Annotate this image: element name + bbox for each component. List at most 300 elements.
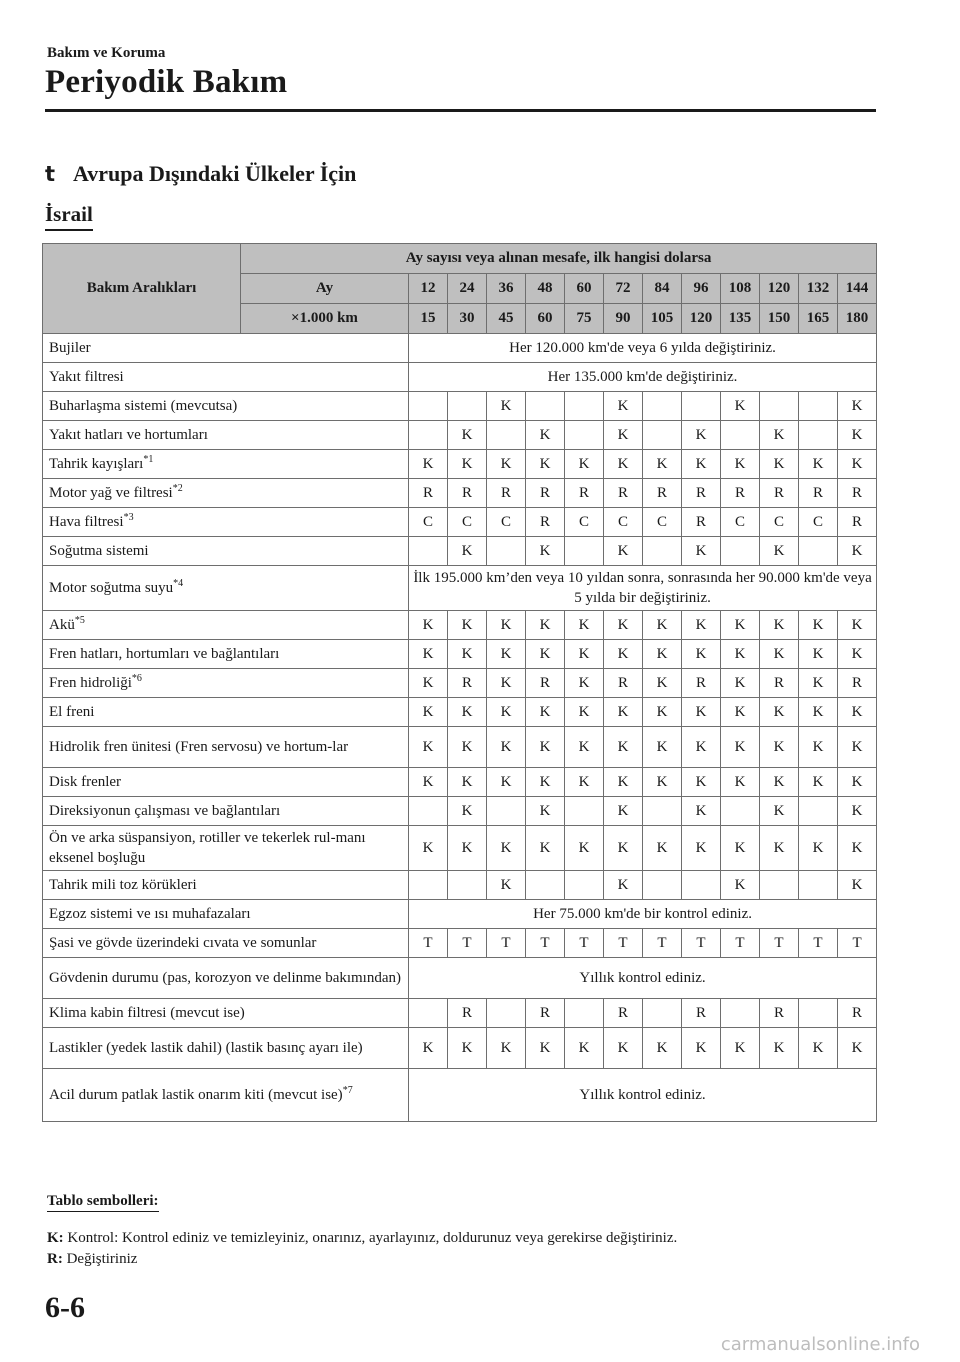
footnote-marker: *1 bbox=[143, 454, 154, 465]
schedule-cell: K bbox=[487, 450, 526, 479]
schedule-cell bbox=[799, 392, 838, 421]
schedule-cell: K bbox=[526, 797, 565, 826]
km-column-header: 90 bbox=[604, 304, 643, 334]
schedule-cell: R bbox=[604, 479, 643, 508]
maintenance-item-label: Direksiyonun çalışması ve bağlantıları bbox=[49, 803, 281, 819]
maintenance-item-label: Acil durum patlak lastik onarım kiti (mevcut ise) bbox=[49, 1087, 343, 1103]
maintenance-item-label: Tahrik mili toz körükleri bbox=[49, 877, 197, 893]
schedule-cell bbox=[643, 871, 682, 900]
schedule-cell: T bbox=[643, 929, 682, 958]
maintenance-item bbox=[43, 566, 409, 611]
schedule-cell: K bbox=[565, 669, 604, 698]
schedule-cell: K bbox=[682, 698, 721, 727]
legend-key: K: bbox=[47, 1230, 64, 1246]
schedule-cell: K bbox=[604, 1028, 643, 1069]
month-column-header: 96 bbox=[682, 274, 721, 304]
schedule-cell bbox=[565, 392, 604, 421]
maintenance-item bbox=[43, 392, 409, 421]
watermark: carmanualsonline.info bbox=[720, 1334, 920, 1355]
schedule-cell: R bbox=[682, 669, 721, 698]
km-label: ×1.000 km bbox=[241, 304, 409, 334]
maintenance-item-label: Gövdenin durumu (pas, korozyon ve delinme bakımından) bbox=[49, 970, 402, 986]
maintenance-item-label: Fren hidroliği bbox=[49, 675, 132, 691]
schedule-cell bbox=[682, 392, 721, 421]
schedule-cell bbox=[565, 871, 604, 900]
schedule-cell: R bbox=[448, 479, 487, 508]
table-row bbox=[43, 797, 877, 826]
schedule-cell bbox=[565, 999, 604, 1028]
legend-item-k bbox=[47, 1230, 677, 1247]
page-number: 6-6 bbox=[45, 1291, 85, 1324]
schedule-cell: K bbox=[448, 727, 487, 768]
schedule-cell: R bbox=[838, 479, 877, 508]
schedule-cell: K bbox=[799, 640, 838, 669]
schedule-cell: K bbox=[721, 698, 760, 727]
table-row bbox=[43, 900, 877, 929]
maintenance-item-label: Motor soğutma suyu bbox=[49, 580, 174, 596]
maintenance-item bbox=[43, 1028, 409, 1069]
schedule-cell: K bbox=[799, 611, 838, 640]
schedule-cell: K bbox=[487, 768, 526, 797]
schedule-cell: K bbox=[799, 698, 838, 727]
maintenance-item-label: Motor yağ ve filtresi bbox=[49, 485, 173, 501]
maintenance-item bbox=[43, 537, 409, 566]
schedule-cell: K bbox=[760, 1028, 799, 1069]
maintenance-item-label: Bujiler bbox=[49, 340, 91, 356]
maintenance-item-label: Klima kabin filtresi (mevcut ise) bbox=[49, 1005, 245, 1021]
schedule-cell: K bbox=[799, 768, 838, 797]
interval-instruction: Her 75.000 km'de bir kontrol ediniz. bbox=[409, 900, 877, 929]
schedule-cell bbox=[760, 392, 799, 421]
schedule-cell bbox=[643, 999, 682, 1028]
km-column-header: 150 bbox=[760, 304, 799, 334]
schedule-cell: K bbox=[643, 826, 682, 871]
schedule-cell: K bbox=[565, 611, 604, 640]
maintenance-item bbox=[43, 826, 409, 871]
schedule-cell: K bbox=[682, 640, 721, 669]
interval-instruction: Yıllık kontrol ediniz. bbox=[409, 1069, 877, 1122]
schedule-cell: K bbox=[682, 727, 721, 768]
schedule-cell: C bbox=[721, 508, 760, 537]
schedule-cell bbox=[799, 537, 838, 566]
schedule-cell: K bbox=[643, 727, 682, 768]
table-row bbox=[43, 537, 877, 566]
schedule-cell bbox=[799, 797, 838, 826]
schedule-cell bbox=[565, 797, 604, 826]
schedule-cell: K bbox=[409, 1028, 448, 1069]
schedule-cell: K bbox=[838, 640, 877, 669]
schedule-cell: K bbox=[448, 421, 487, 450]
schedule-cell: K bbox=[643, 698, 682, 727]
schedule-cell bbox=[409, 999, 448, 1028]
schedule-cell: K bbox=[838, 826, 877, 871]
schedule-cell: C bbox=[604, 508, 643, 537]
schedule-cell: R bbox=[565, 479, 604, 508]
maintenance-item bbox=[43, 334, 409, 363]
table-row bbox=[43, 768, 877, 797]
schedule-cell bbox=[409, 871, 448, 900]
km-column-header: 75 bbox=[565, 304, 604, 334]
schedule-cell: K bbox=[721, 640, 760, 669]
schedule-cell: K bbox=[799, 826, 838, 871]
schedule-cell bbox=[721, 537, 760, 566]
maintenance-item-label: Yakıt filtresi bbox=[49, 369, 124, 385]
schedule-cell: K bbox=[487, 727, 526, 768]
section-bullet-icon: t bbox=[45, 162, 56, 186]
table-row bbox=[43, 999, 877, 1028]
schedule-cell: K bbox=[838, 392, 877, 421]
schedule-cell: K bbox=[526, 640, 565, 669]
schedule-cell: K bbox=[760, 727, 799, 768]
schedule-cell: K bbox=[448, 768, 487, 797]
maintenance-item-label: Yakıt hatları ve hortumları bbox=[49, 427, 208, 443]
schedule-cell: K bbox=[760, 698, 799, 727]
legend-item-r bbox=[47, 1251, 137, 1268]
maintenance-item bbox=[43, 421, 409, 450]
month-column-header: 36 bbox=[487, 274, 526, 304]
legend-title: Tablo sembolleri: bbox=[47, 1193, 159, 1212]
table-row bbox=[43, 1069, 877, 1122]
chapter-label: Bakım ve Koruma bbox=[47, 45, 166, 61]
month-column-header: 48 bbox=[526, 274, 565, 304]
schedule-cell: C bbox=[799, 508, 838, 537]
maintenance-item bbox=[43, 450, 409, 479]
maintenance-item-label: Buharlaşma sistemi (mevcutsa) bbox=[49, 398, 238, 414]
schedule-cell: K bbox=[487, 871, 526, 900]
schedule-cell: T bbox=[526, 929, 565, 958]
maintenance-item-label: Hava filtresi bbox=[49, 514, 124, 530]
schedule-cell: K bbox=[409, 768, 448, 797]
maintenance-item-label: Soğutma sistemi bbox=[49, 543, 149, 559]
maintenance-item-label: Lastikler (yedek lastik dahil) (lastik basınç ayarı ile) bbox=[49, 1040, 363, 1056]
schedule-cell: R bbox=[838, 669, 877, 698]
footnote-marker: *7 bbox=[342, 1085, 353, 1096]
schedule-cell: R bbox=[526, 508, 565, 537]
schedule-cell: K bbox=[604, 611, 643, 640]
schedule-cell: K bbox=[409, 611, 448, 640]
schedule-cell bbox=[799, 421, 838, 450]
schedule-cell bbox=[643, 537, 682, 566]
month-column-header: 132 bbox=[799, 274, 838, 304]
schedule-cell: T bbox=[838, 929, 877, 958]
schedule-cell: K bbox=[604, 392, 643, 421]
schedule-cell: R bbox=[643, 479, 682, 508]
schedule-cell: K bbox=[448, 640, 487, 669]
schedule-cell: K bbox=[682, 611, 721, 640]
schedule-cell: K bbox=[526, 768, 565, 797]
schedule-cell: K bbox=[838, 1028, 877, 1069]
schedule-cell: C bbox=[760, 508, 799, 537]
schedule-cell: K bbox=[448, 826, 487, 871]
schedule-cell: K bbox=[526, 826, 565, 871]
table-row bbox=[43, 929, 877, 958]
maintenance-item-label: Ön ve arka süspansiyon, rotiller ve tekerlek rul-manı eksenel boşluğu bbox=[49, 830, 366, 866]
maintenance-item bbox=[43, 611, 409, 640]
schedule-cell: T bbox=[448, 929, 487, 958]
maintenance-item bbox=[43, 1069, 409, 1122]
maintenance-item-label: Akü bbox=[49, 617, 75, 633]
month-column-header: 84 bbox=[643, 274, 682, 304]
schedule-cell: K bbox=[682, 421, 721, 450]
km-column-header: 180 bbox=[838, 304, 877, 334]
schedule-cell: K bbox=[604, 768, 643, 797]
km-column-header: 15 bbox=[409, 304, 448, 334]
km-column-header: 165 bbox=[799, 304, 838, 334]
schedule-cell: K bbox=[409, 450, 448, 479]
schedule-cell: K bbox=[409, 727, 448, 768]
month-column-header: 24 bbox=[448, 274, 487, 304]
schedule-cell: R bbox=[409, 479, 448, 508]
maintenance-interval-header: Bakım Aralıkları bbox=[43, 244, 241, 334]
schedule-cell: R bbox=[526, 999, 565, 1028]
title-divider bbox=[45, 109, 876, 112]
maintenance-item bbox=[43, 698, 409, 727]
maintenance-item bbox=[43, 900, 409, 929]
maintenance-item bbox=[43, 958, 409, 999]
schedule-cell: K bbox=[760, 640, 799, 669]
schedule-cell: K bbox=[604, 826, 643, 871]
table-row bbox=[43, 450, 877, 479]
maintenance-item-label: Şasi ve gövde üzerindeki cıvata ve somunlar bbox=[49, 935, 317, 951]
schedule-cell: R bbox=[760, 479, 799, 508]
schedule-cell: K bbox=[409, 640, 448, 669]
schedule-cell: K bbox=[448, 698, 487, 727]
schedule-cell bbox=[526, 871, 565, 900]
schedule-cell bbox=[643, 797, 682, 826]
interval-instruction: İlk 195.000 km’den veya 10 yıldan sonra, sonrasında her 90.000 km'de veya 5 yılda bir değiştiriniz. bbox=[409, 566, 877, 611]
schedule-cell: K bbox=[760, 537, 799, 566]
schedule-cell: K bbox=[799, 727, 838, 768]
schedule-cell: T bbox=[565, 929, 604, 958]
maintenance-item bbox=[43, 727, 409, 768]
schedule-cell: C bbox=[565, 508, 604, 537]
schedule-cell: K bbox=[721, 611, 760, 640]
interval-instruction: Her 135.000 km'de değiştiriniz. bbox=[409, 363, 877, 392]
km-column-header: 135 bbox=[721, 304, 760, 334]
maintenance-item-label: Hidrolik fren ünitesi (Fren servosu) ve hortum-lar bbox=[49, 739, 349, 755]
km-column-header: 30 bbox=[448, 304, 487, 334]
schedule-cell: T bbox=[604, 929, 643, 958]
schedule-cell: K bbox=[682, 826, 721, 871]
schedule-cell: C bbox=[448, 508, 487, 537]
schedule-cell: K bbox=[838, 421, 877, 450]
footnote-marker: *5 bbox=[74, 615, 85, 626]
schedule-cell: T bbox=[487, 929, 526, 958]
schedule-cell bbox=[487, 999, 526, 1028]
schedule-cell bbox=[760, 871, 799, 900]
schedule-cell bbox=[448, 392, 487, 421]
table-row bbox=[43, 871, 877, 900]
schedule-cell: K bbox=[799, 1028, 838, 1069]
schedule-cell bbox=[448, 871, 487, 900]
schedule-cell: K bbox=[448, 1028, 487, 1069]
month-column-header: 12 bbox=[409, 274, 448, 304]
subsection-heading: İsrail bbox=[45, 202, 93, 231]
schedule-cell: K bbox=[409, 826, 448, 871]
schedule-cell: R bbox=[682, 508, 721, 537]
maintenance-item bbox=[43, 797, 409, 826]
schedule-cell: K bbox=[565, 826, 604, 871]
schedule-cell: K bbox=[526, 537, 565, 566]
schedule-cell: K bbox=[760, 450, 799, 479]
schedule-cell: K bbox=[721, 450, 760, 479]
schedule-cell: K bbox=[799, 450, 838, 479]
schedule-cell: K bbox=[721, 1028, 760, 1069]
schedule-cell: R bbox=[799, 479, 838, 508]
footnote-marker: *2 bbox=[172, 483, 183, 494]
schedule-cell bbox=[409, 392, 448, 421]
schedule-cell: K bbox=[838, 768, 877, 797]
schedule-cell: K bbox=[838, 450, 877, 479]
maintenance-item-label: Disk frenler bbox=[49, 774, 122, 790]
schedule-cell: K bbox=[721, 826, 760, 871]
month-column-header: 120 bbox=[760, 274, 799, 304]
schedule-cell bbox=[643, 421, 682, 450]
table-row bbox=[43, 640, 877, 669]
schedule-cell: K bbox=[760, 421, 799, 450]
schedule-cell: K bbox=[682, 450, 721, 479]
schedule-cell bbox=[643, 392, 682, 421]
schedule-cell: K bbox=[448, 450, 487, 479]
schedule-cell: K bbox=[565, 640, 604, 669]
schedule-cell: K bbox=[838, 611, 877, 640]
schedule-cell: K bbox=[604, 640, 643, 669]
interval-description-header: Ay sayısı veya alınan mesafe, ilk hangisi dolarsa bbox=[241, 244, 877, 274]
legend-text: Değiştiriniz bbox=[66, 1251, 138, 1267]
schedule-cell: K bbox=[760, 797, 799, 826]
schedule-cell: R bbox=[721, 479, 760, 508]
schedule-cell: K bbox=[409, 698, 448, 727]
schedule-cell: K bbox=[526, 450, 565, 479]
schedule-cell: K bbox=[721, 871, 760, 900]
schedule-cell: K bbox=[565, 727, 604, 768]
schedule-cell: K bbox=[643, 669, 682, 698]
table-row bbox=[43, 698, 877, 727]
km-column-header: 105 bbox=[643, 304, 682, 334]
schedule-cell: K bbox=[487, 392, 526, 421]
section-heading bbox=[45, 161, 356, 187]
schedule-cell: K bbox=[643, 1028, 682, 1069]
schedule-cell: K bbox=[682, 797, 721, 826]
schedule-cell: K bbox=[448, 611, 487, 640]
table-row bbox=[43, 669, 877, 698]
table-row bbox=[43, 392, 877, 421]
table-row bbox=[43, 421, 877, 450]
km-column-header: 120 bbox=[682, 304, 721, 334]
schedule-cell bbox=[409, 421, 448, 450]
km-column-header: 60 bbox=[526, 304, 565, 334]
schedule-cell: R bbox=[604, 669, 643, 698]
interval-instruction: Yıllık kontrol ediniz. bbox=[409, 958, 877, 999]
schedule-cell: R bbox=[448, 669, 487, 698]
schedule-cell bbox=[721, 421, 760, 450]
maintenance-item-label: Egzoz sistemi ve ısı muhafazaları bbox=[49, 906, 251, 922]
schedule-cell: K bbox=[604, 727, 643, 768]
schedule-cell: K bbox=[487, 1028, 526, 1069]
maintenance-item bbox=[43, 508, 409, 537]
schedule-cell: K bbox=[565, 698, 604, 727]
legend-key: R: bbox=[47, 1251, 63, 1267]
schedule-cell: K bbox=[799, 669, 838, 698]
schedule-cell: K bbox=[643, 450, 682, 479]
schedule-cell: K bbox=[838, 537, 877, 566]
table-row bbox=[43, 958, 877, 999]
schedule-cell: R bbox=[760, 999, 799, 1028]
footnote-marker: *3 bbox=[123, 512, 134, 523]
schedule-cell bbox=[526, 392, 565, 421]
schedule-cell: R bbox=[604, 999, 643, 1028]
schedule-cell: K bbox=[487, 611, 526, 640]
schedule-cell: K bbox=[760, 826, 799, 871]
schedule-cell: K bbox=[721, 669, 760, 698]
schedule-cell: K bbox=[526, 611, 565, 640]
schedule-cell bbox=[487, 421, 526, 450]
schedule-cell bbox=[409, 537, 448, 566]
schedule-cell: R bbox=[760, 669, 799, 698]
interval-instruction: Her 120.000 km'de veya 6 yılda değiştiriniz. bbox=[409, 334, 877, 363]
legend-text: Kontrol: Kontrol ediniz ve temizleyiniz, onarınız, ayarlayınız, doldurunuz veya gerekirse değiştiriniz. bbox=[67, 1230, 678, 1246]
schedule-cell: K bbox=[604, 450, 643, 479]
schedule-cell: T bbox=[760, 929, 799, 958]
maintenance-item bbox=[43, 363, 409, 392]
maintenance-schedule-table bbox=[42, 243, 877, 1122]
schedule-cell bbox=[721, 797, 760, 826]
maintenance-item bbox=[43, 640, 409, 669]
maintenance-item-label: Tahrik kayışları bbox=[49, 456, 144, 472]
table-row bbox=[43, 1028, 877, 1069]
month-column-header: 108 bbox=[721, 274, 760, 304]
table-row bbox=[43, 566, 877, 611]
schedule-cell bbox=[682, 871, 721, 900]
schedule-cell bbox=[487, 797, 526, 826]
schedule-cell bbox=[487, 537, 526, 566]
maintenance-item bbox=[43, 479, 409, 508]
schedule-cell: R bbox=[526, 479, 565, 508]
table-row bbox=[43, 611, 877, 640]
schedule-cell: K bbox=[760, 768, 799, 797]
schedule-cell: K bbox=[643, 611, 682, 640]
month-column-header: 72 bbox=[604, 274, 643, 304]
schedule-cell: K bbox=[487, 826, 526, 871]
schedule-cell: K bbox=[526, 1028, 565, 1069]
schedule-cell: K bbox=[604, 421, 643, 450]
section-title: Avrupa Dışındaki Ülkeler İçin bbox=[73, 161, 357, 186]
maintenance-item bbox=[43, 929, 409, 958]
table-row bbox=[43, 479, 877, 508]
schedule-cell: R bbox=[682, 479, 721, 508]
schedule-cell: T bbox=[799, 929, 838, 958]
schedule-cell: K bbox=[721, 392, 760, 421]
table-row bbox=[43, 826, 877, 871]
schedule-cell: K bbox=[448, 797, 487, 826]
schedule-cell: K bbox=[838, 871, 877, 900]
month-column-header: 144 bbox=[838, 274, 877, 304]
schedule-cell: C bbox=[643, 508, 682, 537]
schedule-cell: K bbox=[487, 640, 526, 669]
schedule-cell bbox=[565, 537, 604, 566]
schedule-cell: K bbox=[565, 768, 604, 797]
schedule-cell: R bbox=[487, 479, 526, 508]
table-row bbox=[43, 363, 877, 392]
maintenance-item bbox=[43, 768, 409, 797]
schedule-cell: K bbox=[682, 1028, 721, 1069]
schedule-cell bbox=[799, 999, 838, 1028]
maintenance-item bbox=[43, 871, 409, 900]
schedule-cell bbox=[565, 421, 604, 450]
schedule-cell: K bbox=[760, 611, 799, 640]
schedule-cell: K bbox=[838, 727, 877, 768]
schedule-cell: K bbox=[604, 537, 643, 566]
